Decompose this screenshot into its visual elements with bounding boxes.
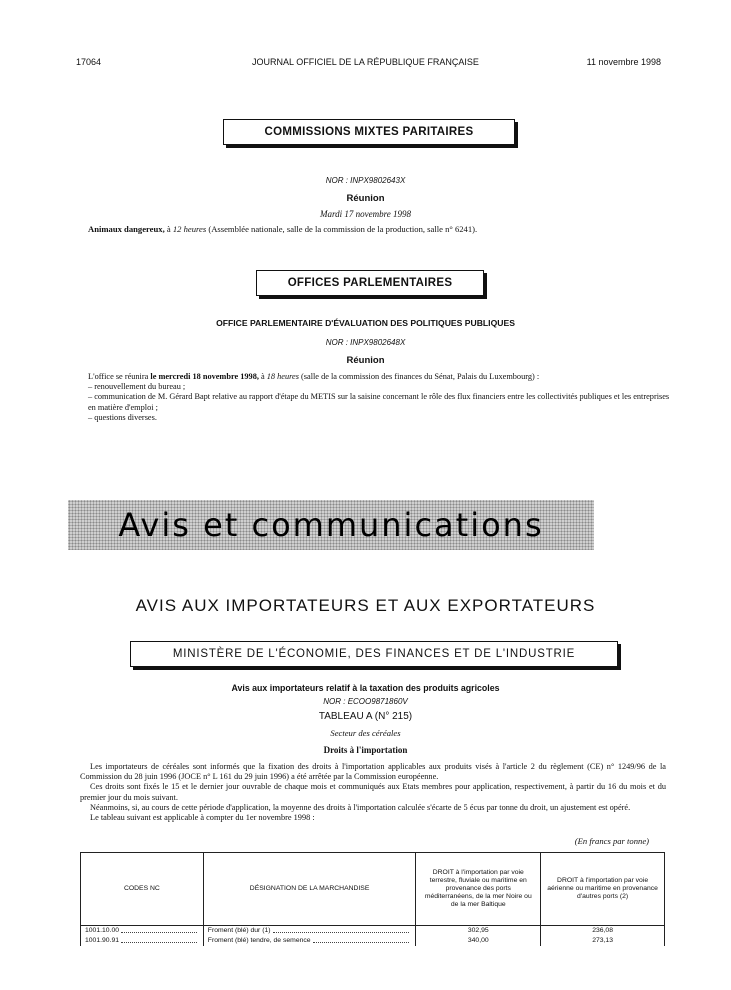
table-row <box>81 936 665 946</box>
offices-heading: Réunion <box>346 355 385 366</box>
row-droit1: 340,00 <box>416 936 541 946</box>
commissions-item-a: à <box>164 224 173 234</box>
row-code-cell <box>81 936 204 946</box>
offices-intro-c: (salle de la commission des finances du Sénat, Palais du Luxembourg) : <box>298 372 540 381</box>
avis-subtitle: Avis aux importateurs relatif à la taxation des produits agricoles <box>231 683 500 693</box>
commissions-item <box>88 224 668 234</box>
offices-intro-b: à <box>258 372 267 381</box>
offices-intro-a: L'office se réunira <box>88 372 151 381</box>
table-row <box>81 926 665 937</box>
avis-paragraph: Ces droits sont fixés le 15 et le dernier jour ouvrable de chaque mois et communiqués aux Etats membres pour application, respectivement, à partir du 16 du mois et du premier jour du mois suivant. <box>80 782 666 802</box>
ministry-name: MINISTÈRE DE L'ÉCONOMIE, DES FINANCES ET DE L'INDUSTRIE <box>172 648 576 660</box>
row-code-cell <box>81 926 204 937</box>
header-codes-nc: CODES NC <box>81 853 204 926</box>
offices-body <box>88 372 670 423</box>
offices-item: – questions diverses. <box>88 412 157 422</box>
commissions-item-bold: Animaux dangereux, <box>88 224 165 234</box>
tableau-label: TABLEAU A (N° 215) <box>318 711 413 722</box>
header-droit-mediterranean: DROIT à l'importation par voie terrestre, fluviale ou maritime en provenance des ports méditerranéens, de la mer Noire ou de la mer Baltique <box>416 853 541 926</box>
header-designation: DÉSIGNATION DE LA MARCHANDISE <box>203 853 416 926</box>
offices-title-box <box>256 270 484 296</box>
commissions-heading: Réunion <box>346 193 385 204</box>
avis-title: AVIS AUX IMPORTATEURS ET AUX EXPORTATEURS <box>135 596 596 615</box>
unit-note: (En francs par tonne) <box>574 836 649 846</box>
commissions-nor: NOR : INPX9802643X <box>325 176 406 185</box>
ministry-box <box>130 641 618 667</box>
avis-paragraph: Les importateurs de céréales sont informés que la fixation des droits à l'importation applicables aux produits visés à l'article 2 du règlement (CE) n° 1249/96 de la Commission du 28 juin 1996 (JOCE n° L 161 du 29 juin 1996) a été arrêtée par la Commission européenne. <box>80 762 666 782</box>
row-droit2: 236,08 <box>541 926 665 937</box>
row-designation-cell <box>203 936 416 946</box>
droits-heading: Droits à l'importation <box>323 745 408 755</box>
commissions-item-time: 12 heures <box>172 224 207 234</box>
avis-body <box>80 762 666 823</box>
offices-item: – communication de M. Gérard Bapt relative au rapport d'étape du METIS sur la saisine concernant le rôle des flux financiers entre les collectivités publiques et les entreprises en matière d'emploi ; <box>88 392 670 412</box>
secteur-label: Secteur des céréales <box>330 728 401 738</box>
row-droit1: 302,95 <box>416 926 541 937</box>
avis-paragraph: Le tableau suivant est applicable à compter du 1er novembre 1998 : <box>90 813 315 823</box>
offices-nor: NOR : INPX9802648X <box>325 338 406 347</box>
row-designation: Froment (blé) dur (1) <box>207 927 271 934</box>
offices-intro-bold: le mercredi 18 novembre 1998, <box>150 372 259 381</box>
offices-title: OFFICES PARLEMENTAIRES <box>287 277 453 289</box>
row-designation-cell <box>203 926 416 937</box>
import-duties-table <box>80 852 665 946</box>
row-droit2: 273,13 <box>541 936 665 946</box>
row-code: 1001.10.00 <box>85 927 120 934</box>
commissions-date: Mardi 17 novembre 1998 <box>319 209 412 219</box>
row-designation: Froment (blé) tendre, de semence <box>207 937 311 944</box>
avis-paragraph: Néanmoins, si, au cours de cette période d'application, la moyenne des droits à l'importation calculée s'écarte de 5 écus par tonne du droit, un ajustement est opéré. <box>90 802 631 812</box>
commissions-title-box <box>223 119 515 145</box>
section-banner: Avis et communications <box>118 506 544 544</box>
table-header-row <box>81 853 665 926</box>
header-droit-other-ports: DROIT à l'importation par voie aérienne ou maritime en provenance d'autres ports (2) <box>541 853 665 926</box>
commissions-item-rest: (Assemblée nationale, salle de la commission de la production, salle n° 6241). <box>206 224 478 234</box>
offices-intro <box>88 372 670 382</box>
offices-subtitle: OFFICE PARLEMENTAIRE D'ÉVALUATION DES POLITIQUES PUBLIQUES <box>216 318 515 328</box>
offices-item: – renouvellement du bureau ; <box>88 382 186 392</box>
page-number: 17064 <box>76 57 102 67</box>
row-code: 1001.90.91 <box>85 937 120 944</box>
journal-title: JOURNAL OFFICIEL DE LA RÉPUBLIQUE FRANÇAISE <box>252 57 479 67</box>
offices-intro-time: 18 heures <box>266 372 299 381</box>
avis-nor: NOR : ECOO9871860V <box>323 697 408 706</box>
header-date: 11 novembre 1998 <box>586 57 661 67</box>
commissions-title: COMMISSIONS MIXTES PARITAIRES <box>264 126 474 138</box>
